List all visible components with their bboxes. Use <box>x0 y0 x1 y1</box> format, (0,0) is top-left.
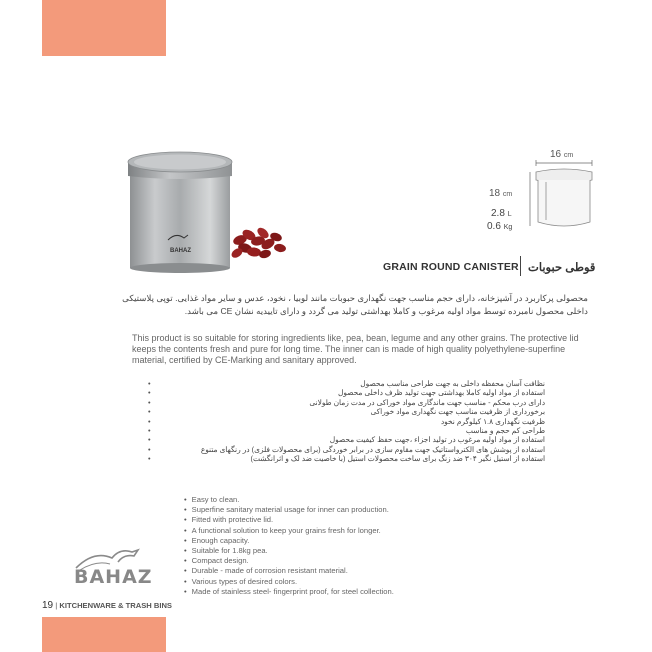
red-beans <box>230 226 287 260</box>
feature-fa-item: استفاده از پوشش های الکترواستاتیک جهت مقاوم سازی در برابر خوردگی (برای محصولات فلزی) در رنگهای متنوع • <box>150 445 545 454</box>
canister-logo: BAHAZ <box>170 248 191 254</box>
feature-en-item: • Suitable for 1.8kg pea. <box>184 546 394 556</box>
description-en: This product is so suitable for storing ingredients like, pea, bean, legume and any other grains. The protective lid keeps the contents fresh and pure for long time. The inner can is made of high quality polyethylene-superfine material, certified by CE-Marking and sanitary approved. <box>132 333 579 365</box>
weight-unit: Kg <box>503 224 513 231</box>
feature-en-item: • Durable - made of corrosion resistant material. <box>184 566 394 576</box>
feature-en-item: • Enough capacity. <box>184 536 394 546</box>
feature-en-item: • Easy to clean. <box>184 495 394 505</box>
feature-fa-item: نظافت آسان محفظه داخلی به جهت طراحی مناسب محصول • <box>150 379 545 388</box>
page-number: 19 <box>42 600 54 611</box>
description-fa-line2: داخلی محصول نامبرده توسط مواد اولیه مرغوب و کاملا بهداشتی تولید می گردد و دارای تاییدیه نشان CE می باشد. <box>184 306 588 316</box>
width-dimension <box>550 149 573 160</box>
feature-en-item: • Compact design. <box>184 556 394 566</box>
description-fa <box>100 292 588 318</box>
canister-product-photo <box>118 140 303 280</box>
feature-fa-item: استفاده از استیل نگیر ۳۰۴ ضد زنگ برای ساخت محصولات استیل (با خاصیت ضد لک و اثرانگشت) • <box>150 454 545 463</box>
capacity-value: 2.8 <box>491 208 505 219</box>
width-value: 16 <box>550 149 562 160</box>
height-dimension <box>489 188 512 199</box>
footer-section: KITCHENWARE & TRASH BINS <box>59 601 173 610</box>
feature-fa-item: دارای درب محکم - مناسب جهت ماندگاری مواد خوراکی در مدت زمان طولانی • <box>150 398 545 407</box>
feature-en-item: • Various types of desired colors. <box>184 577 394 587</box>
brand-name: BAHAZ <box>74 566 153 588</box>
title-divider <box>520 256 521 276</box>
features-fa-list <box>150 379 545 464</box>
page-footer <box>42 600 172 611</box>
height-unit: cm <box>502 191 513 198</box>
capacity-unit: L <box>507 211 512 218</box>
footer-separator: | <box>55 601 58 610</box>
product-title-fa: قوطی حبوبات <box>528 262 596 274</box>
weight <box>487 221 512 232</box>
feature-en-item: • Superfine sanitary material usage for inner can production. <box>184 505 394 515</box>
feature-fa-item: برخورداری از ظرفیت مناسب جهت نگهداری مواد خوراکی • <box>150 407 545 416</box>
feature-en-item: • Made of stainless steel- fingerprint proof, for steel collection. <box>184 587 394 597</box>
feature-en-item: • A functional solution to keep your grains fresh for longer. <box>184 526 394 536</box>
feature-fa-item: استفاده از مواد اولیه کاملا بهداشتی جهت تولید ظرف داخلی محصول • <box>150 388 545 397</box>
bottom-accent-tab <box>42 617 166 652</box>
weight-value: 0.6 <box>487 221 501 232</box>
product-title-en: GRAIN ROUND CANISTER <box>383 261 519 273</box>
canister-outline-diagram <box>528 160 600 236</box>
top-accent-tab <box>42 0 166 56</box>
description-fa-line1: محصولی پرکاربرد در آشپزخانه، دارای حجم مناسب جهت نگهداری حبوبات مانند لوبیا ، نخود، عدس و سایر مواد غذایی. توپی پلاستیکی <box>122 293 588 303</box>
width-unit: cm <box>563 152 574 159</box>
feature-en-item: • Fitted with protective lid. <box>184 515 394 525</box>
feature-fa-item: طراحی کم حجم و مناسب • <box>150 426 545 435</box>
capacity <box>491 208 512 219</box>
feature-fa-item: ظرفیت نگهداری ۱.۸ کیلوگرم نخود • <box>150 417 545 426</box>
height-value: 18 <box>489 188 501 199</box>
feature-fa-item: استفاده از مواد اولیه مرغوب در تولید اجزاء ،جهت حفظ کیفیت محصول • <box>150 435 545 444</box>
features-en-list <box>184 495 394 597</box>
